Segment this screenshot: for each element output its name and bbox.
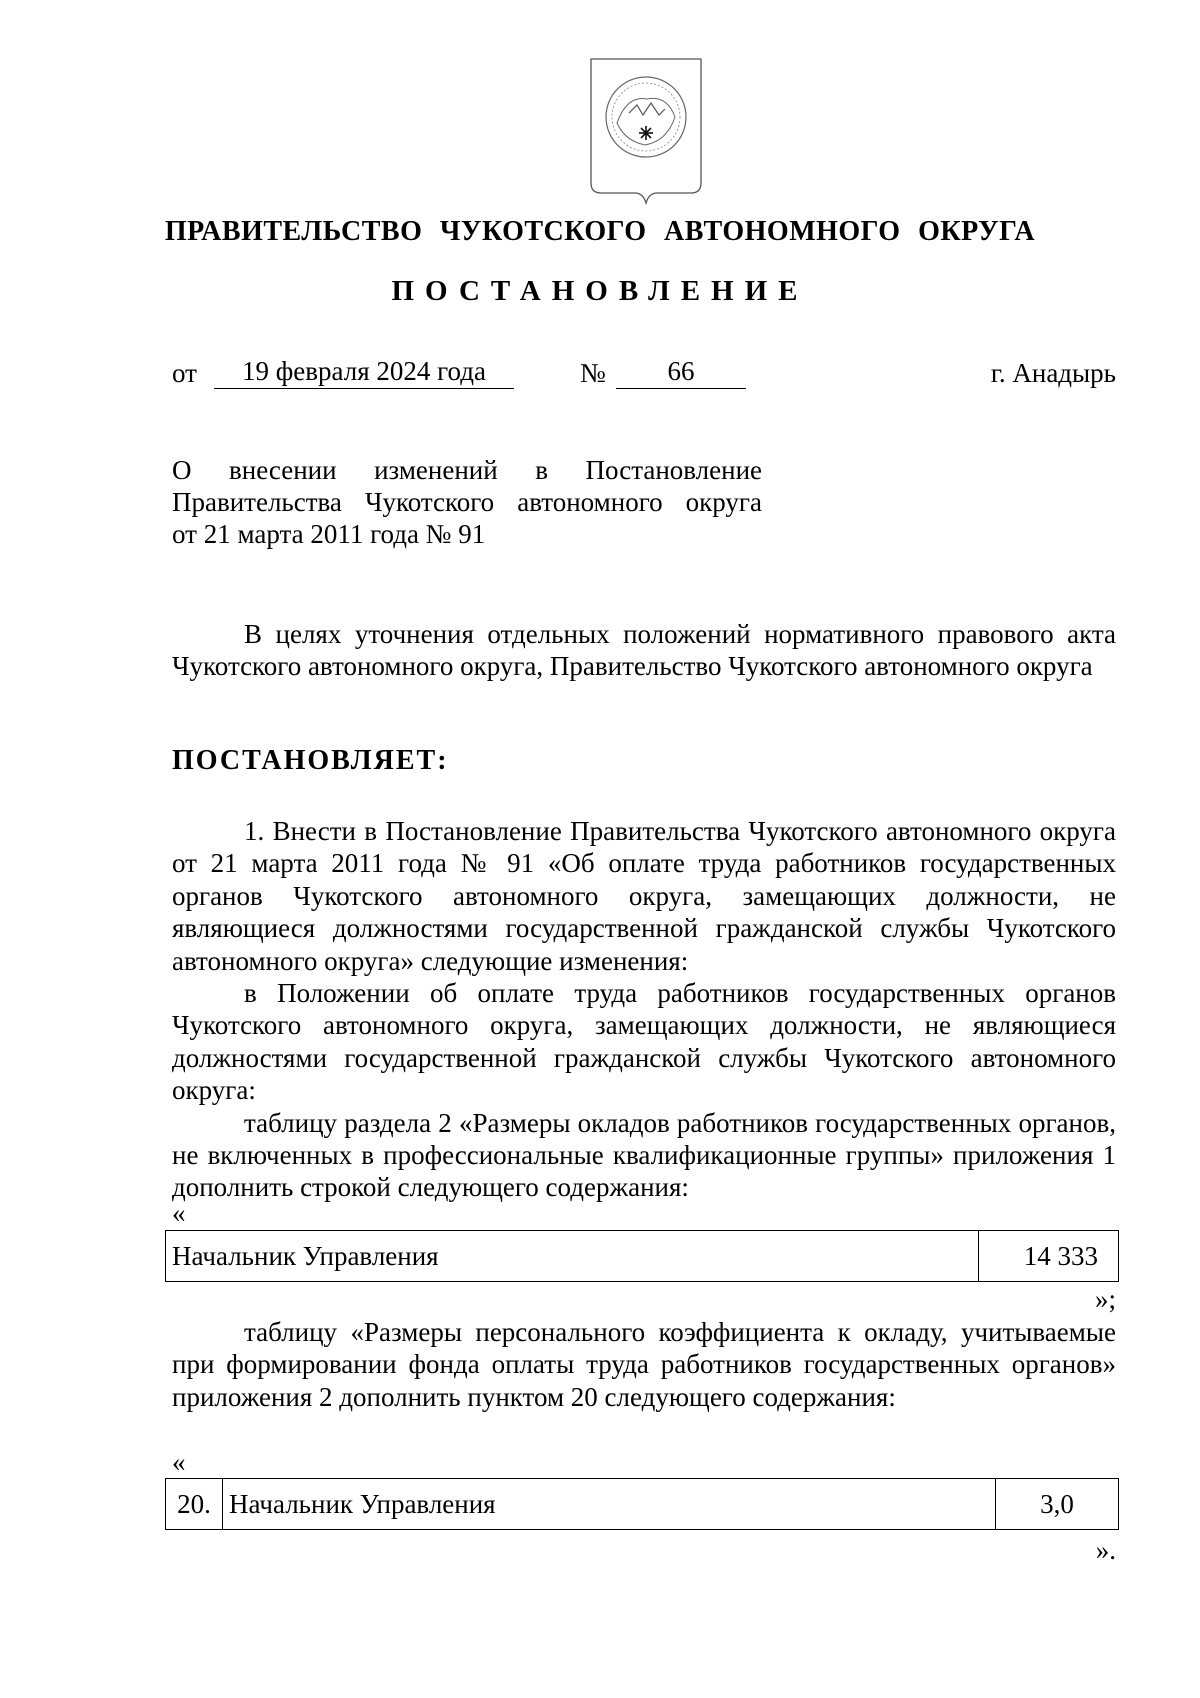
date-prefix: от [172,358,197,388]
table-row [166,1479,1119,1530]
paragraph-1: 1. Внести в Постановление Правительства Чукотского автономного округа от 21 марта 2011 года № 91 «Об оплате труда работников государственных органов Чукотского автономного округа, замещающих должности, не являющиеся должностями государственной гражданской службы Чукотского автономного округа» следующие изменения: [172,816,1116,976]
resolves-heading: ПОСТАНОВЛЯЕТ: [172,745,449,776]
quote-close-1: »; [1094,1284,1116,1314]
number-sign: № [580,358,606,388]
coat-of-arms-icon [587,55,705,207]
document-type: ПОСТАНОВЛЕНИЕ [391,275,809,307]
body-text [172,815,1116,1204]
subject-line-2: Правительства Чукотского автономного округа [172,487,762,517]
quote-open-1: « [172,1198,186,1228]
quote-open-2: « [172,1447,186,1477]
paragraph-3: таблицу раздела 2 «Размеры окладов работников государственных органов, не включенных в профессиональные квалификационные группы» приложения 1 дополнить строкой следующего содержания: [172,1107,1116,1203]
subject-line-3: от 21 марта 2011 года № 91 [172,519,486,549]
quote-close-2: ». [1095,1535,1116,1565]
position-cell: Начальник Управления [223,1479,996,1530]
subject-line-1: О внесении изменений в Постановление [172,455,762,485]
document-subject [172,454,762,550]
salary-cell: 14 333 [979,1231,1119,1282]
paragraph-4: таблицу «Размеры персонального коэффициента к окладу, учитываемые при формировании фонда оплаты труда работников государственных органов» приложения 2 дополнить пунктом 20 следующего содержания: [172,1317,1116,1412]
preamble-text: В целях уточнения отдельных положений нормативного правового акта Чукотского автономного округа, Правительство Чукотского автономного округа [172,619,1116,682]
body-text-2 [172,1316,1116,1413]
table-row [166,1231,1119,1282]
preamble [172,618,1116,683]
document-number: 66 [616,356,746,389]
coefficient-cell: 3,0 [996,1479,1119,1530]
item-number-cell: 20. [166,1479,223,1530]
organization-title: ПРАВИТЕЛЬСТВО ЧУКОТСКОГО АВТОНОМНОГО ОКРУГА [164,216,1036,247]
table-coefficient [165,1478,1119,1530]
paragraph-2: в Положении об оплате труда работников государственных органов Чукотского автономного округа, замещающих должности, не являющиеся должностями государственной гражданской службы Чукотского автономного округа: [172,978,1116,1106]
table-salary [165,1230,1119,1282]
position-cell: Начальник Управления [166,1231,979,1282]
document-city: г. Анадырь [990,358,1116,388]
document-date: 19 февраля 2024 года [214,356,514,389]
